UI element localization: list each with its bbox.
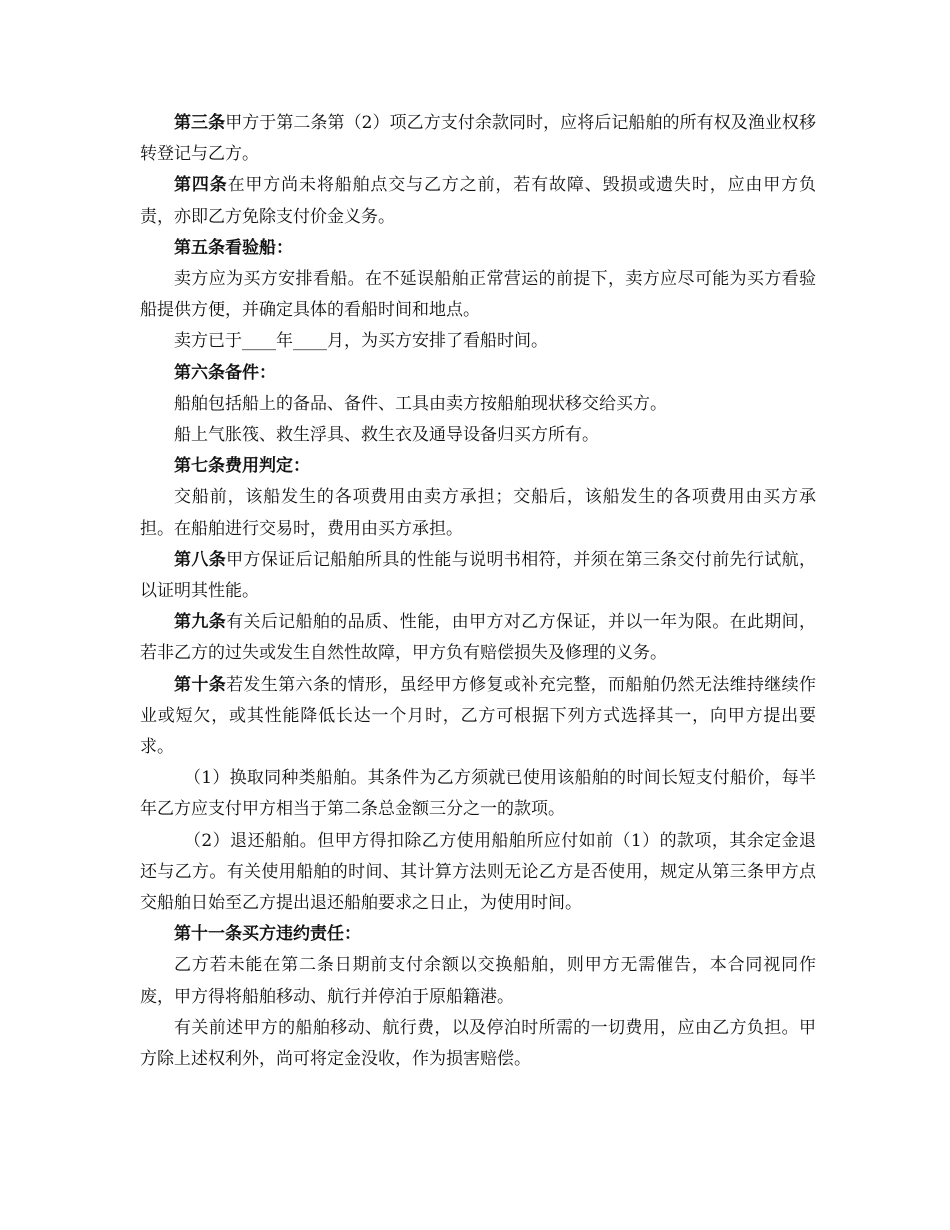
article-3 — [140, 108, 816, 170]
article-text: 卖方应为买方安排看船。在不延误船舶正常营运的前提下，卖方应尽可能为买方看验船提供方便，并确定具体的看船时间和地点。 — [140, 269, 816, 321]
article-text: 有关前述甲方的船舶移动、航行费，以及停泊时所需的一切费用，应由乙方负担。甲方除上述权利外，尚可将定金没收，作为损害赔偿。 — [140, 1017, 816, 1070]
article-8 — [140, 545, 816, 607]
article-heading: 第十条 — [174, 674, 227, 695]
article-7-paragraph — [140, 482, 816, 544]
article-text: 船上气胀筏、救生浮具、救生衣及通导设备归买方所有。 — [174, 425, 599, 446]
article-text: 甲方于第二条第（2）项乙方支付余款同时，应将后记船舶的所有权及渔业权移转登记与乙方。 — [140, 113, 816, 165]
article-heading: 第三条 — [174, 113, 226, 133]
article-heading: 第六条备件： — [174, 362, 276, 383]
article-text: 船舶包括船上的备品、备件、工具由卖方按船舶现状移交给买方。 — [174, 393, 667, 414]
article-5-heading — [140, 233, 816, 264]
article-heading: 第五条看验船： — [174, 237, 293, 258]
article-11-heading — [140, 919, 816, 950]
article-text: 交船前，该船发生的各项费用由卖方承担；交船后，该船发生的各项费用由买方承担。在船舶进行交易时，费用由买方承担。 — [140, 487, 816, 539]
article-10-option-2 — [140, 826, 816, 920]
article-7-heading — [140, 451, 816, 482]
article-10 — [140, 670, 816, 764]
article-heading: 第七条费用判定： — [174, 456, 310, 477]
article-heading: 第四条 — [174, 175, 228, 196]
article-text: （2）退还船舶。但甲方得扣除乙方使用船舶所应付如前（1）的款项，其余定金退还与乙方。有关使用船舶的时间、其计算方法则无论乙方是否使用，规定从第三条甲方点交船舶日始至乙方提出退还船舶要求之日止，为使用时间。 — [140, 830, 816, 914]
article-heading: 第十一条买方违约责任： — [174, 924, 361, 945]
article-5-paragraph — [140, 264, 816, 326]
article-6-heading — [140, 358, 816, 389]
article-9 — [140, 607, 816, 669]
article-text: 有关后记船舶的品质、性能，由甲方对乙方保证，并以一年为限。在此期间，若非乙方的过失或发生自然性故障，甲方负有赔偿损失及修理的义务。 — [140, 612, 817, 664]
article-heading: 第九条 — [174, 612, 227, 633]
article-text: 甲方保证后记船舶所具的性能与说明书相符，并须在第三条交付前先行试航，以证明其性能。 — [140, 549, 817, 602]
article-text: 若发生第六条的情形，虽经甲方修复或补充完整，而船舶仍然无法维持继续作业或短欠，或其性能降低长达一个月时，乙方可根据下列方式选择其一，向甲方提出要求。 — [140, 674, 817, 758]
article-11-paragraph — [140, 950, 816, 1012]
article-6-paragraph — [140, 389, 816, 420]
article-text: （1）换取同种类船舶。其条件为乙方须就已使用该船舶的时间长短支付船价，每半年乙方应支付甲方相当于第二条总金额三分之一的款项。 — [140, 768, 816, 820]
article-5-paragraph — [140, 326, 816, 357]
article-text: 乙方若未能在第二条日期前支付余额以交换船舶，则甲方无需催告，本合同视同作废，甲方得将船舶移动、航行并停泊于原船籍港。 — [140, 955, 816, 1007]
article-10-option-1 — [140, 763, 816, 825]
article-text: 卖方已于____年____月，为买方安排了看船时间。 — [174, 331, 548, 352]
article-heading: 第八条 — [174, 549, 227, 570]
contract-body — [140, 108, 816, 1075]
article-6-paragraph — [140, 420, 816, 451]
article-11-paragraph — [140, 1013, 816, 1075]
article-text: 在甲方尚未将船舶点交与乙方之前，若有故障、毁损或遗失时，应由甲方负责，亦即乙方免除支付价金义务。 — [140, 175, 817, 227]
article-4 — [140, 170, 816, 232]
